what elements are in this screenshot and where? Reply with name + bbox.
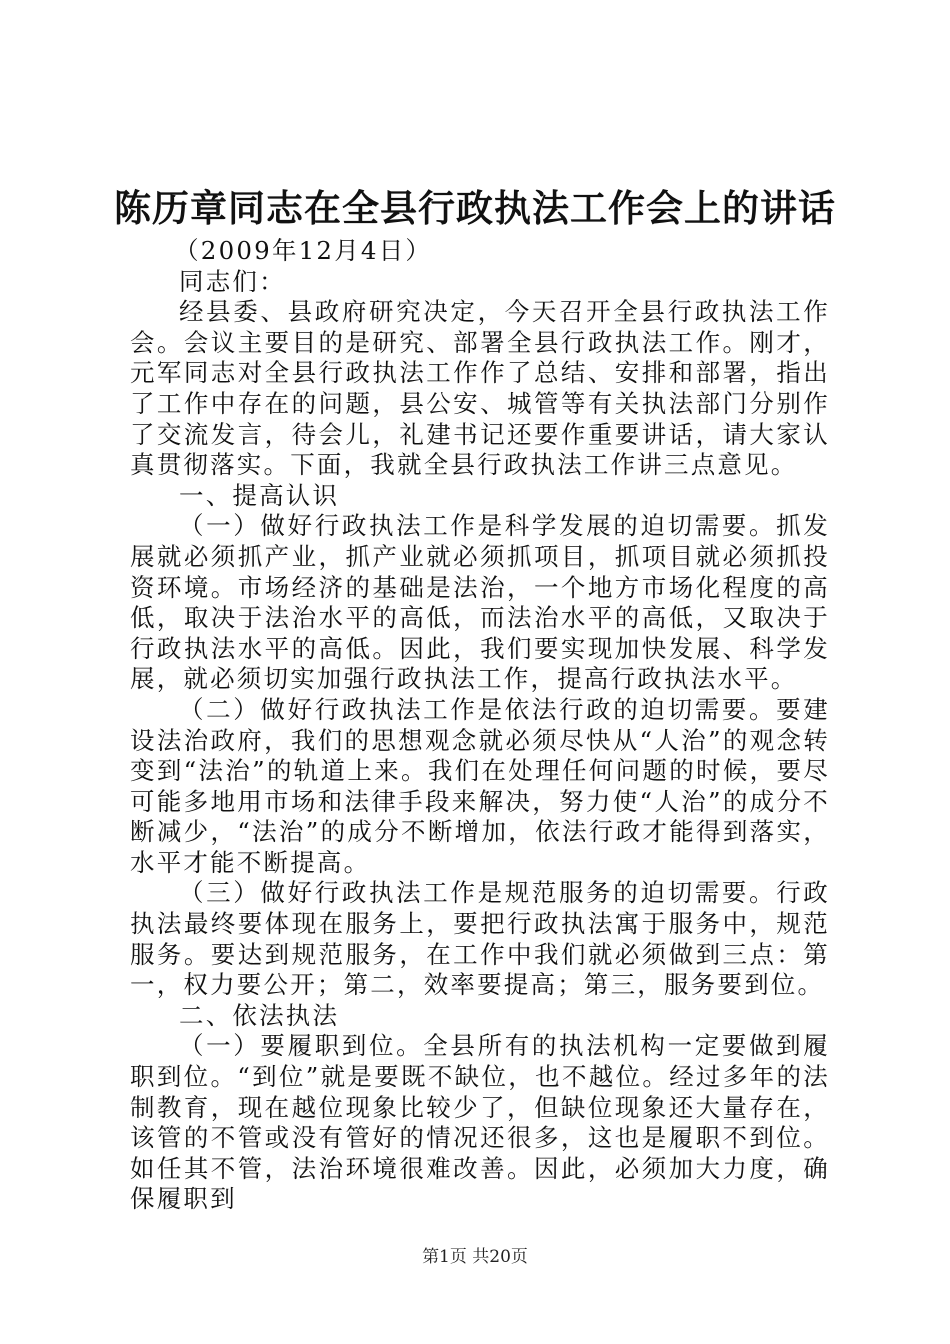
salutation: 同志们： [179, 266, 286, 296]
paragraph-2-1: （一）要履职到位。全县所有的执法机构一定要做到履职到位。“到位”就是要既不缺位，也不越位。经过多年的法制教育，现在越位现象比较少了，但缺位现象还大量存在，该管的不管或没有管好的情况还很多，这也是履职不到位。如任其不管，法治环境很难改善。因此，必须加大力度，确保履职到 [130, 1031, 830, 1214]
section-heading-1: 一、提高认识 [179, 480, 340, 510]
paragraph-1-2: （二）做好行政执法工作是依法行政的迫切需要。要建设法治政府，我们的思想观念就必须尽快从“人治”的观念转变到“法治”的轨道上来。我们在处理任何问题的时候，要尽可能多地用市场和法律手段来解决，努力使“人治”的成分不断减少，“法治”的成分不断增加，依法行政才能得到落实，水平才能不断提高。 [130, 694, 830, 877]
paragraph-1-3: （三）做好行政执法工作是规范服务的迫切需要。行政执法最终要体现在服务上，要把行政执法寓于服务中，规范服务。要达到规范服务，在工作中我们就必须做到三点：第一，权力要公开；第二，效率要提高；第三，服务要到位。 [130, 878, 830, 1000]
paragraph-1-1: （一）做好行政执法工作是科学发展的迫切需要。抓发展就必须抓产业，抓产业就必须抓项目，抓项目就必须抓投资环境。市场经济的基础是法治，一个地方市场化程度的高低，取决于法治水平的高低，而法治水平的高低，又取决于行政执法水平的高低。因此，我们要实现加快发展、科学发展，就必须切实加强行政执法工作，提高行政执法水平。 [130, 511, 830, 694]
document-body [130, 236, 830, 1215]
document-date: （2009年12月4日） [174, 236, 433, 265]
page-number-footer: 第1页 共20页 [422, 1247, 528, 1267]
document-title: 陈历章同志在全县行政执法工作会上的讲话 [114, 186, 836, 230]
paragraph-intro: 经县委、县政府研究决定，今天召开全县行政执法工作会。会议主要目的是研究、部署全县行政执法工作。刚才，元军同志对全县行政执法工作作了总结、安排和部署，指出了工作中存在的问题，县公安、城管等有关执法部门分别作了交流发言，待会儿，礼建书记还要作重要讲话，请大家认真贯彻落实。下面，我就全县行政执法工作讲三点意见。 [130, 297, 830, 480]
section-heading-2: 二、依法执法 [179, 1000, 340, 1030]
